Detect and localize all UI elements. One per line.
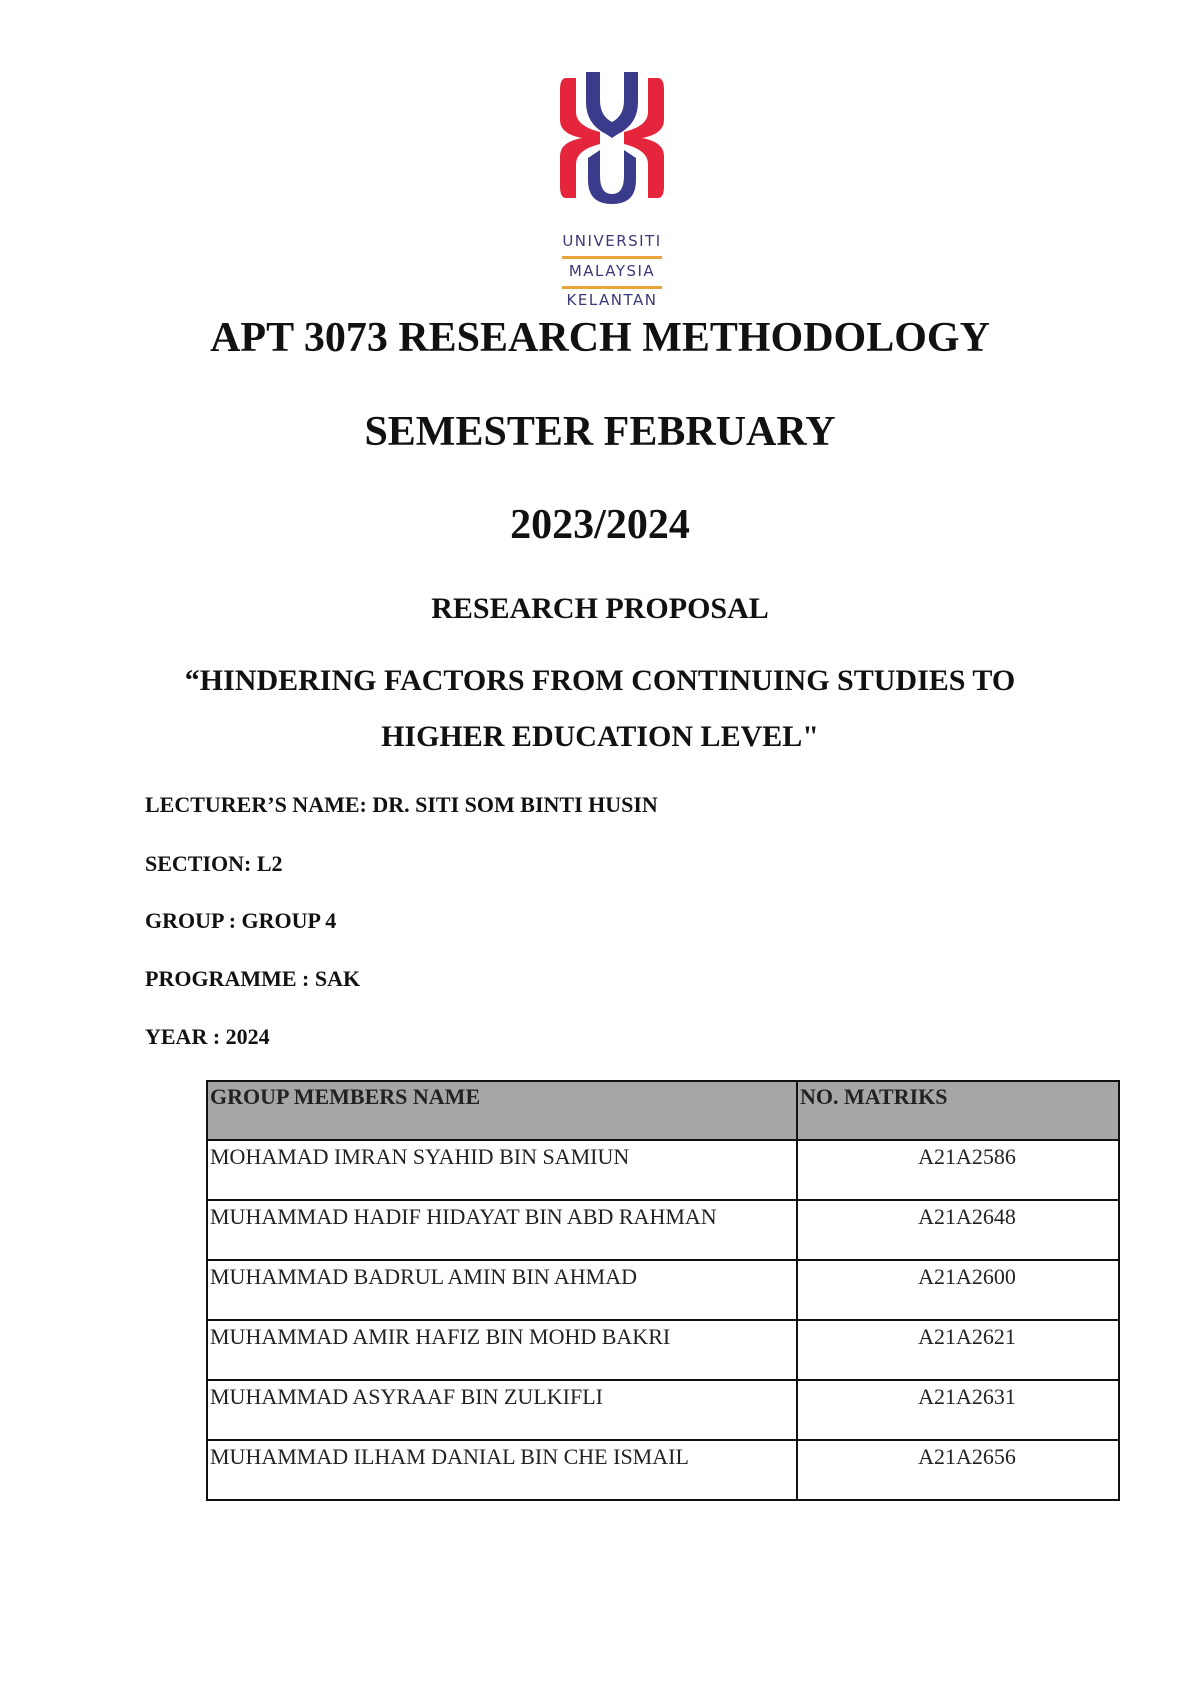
member-matrik: A21A2648 [797,1200,1119,1260]
semester-title: SEMESTER FEBRUARY [364,409,836,455]
table-header-row [207,1081,1119,1140]
member-name: MOHAMAD IMRAN SYAHID BIN SAMIUN [207,1140,797,1200]
document-type: RESEARCH PROPOSAL [431,592,769,625]
table-row [207,1440,1119,1500]
member-matrik: A21A2600 [797,1260,1119,1320]
logo-text-malaysia: MALAYSIA [568,262,656,280]
topic-line-2: HIGHER EDUCATION LEVEL" [381,720,819,753]
table-row [207,1260,1119,1320]
topic-line-1: “HINDERING FACTORS FROM CONTINUING STUDIES TO [184,664,1016,697]
group-info: GROUP : GROUP 4 [145,908,337,933]
table-row [207,1140,1119,1200]
member-matrik: A21A2621 [797,1320,1119,1380]
table-row [207,1320,1119,1380]
logo-divider [562,286,662,289]
group-members-table [206,1080,1120,1501]
session-title: 2023/2024 [510,502,690,548]
member-matrik: A21A2586 [797,1140,1119,1200]
table-row [207,1380,1119,1440]
logo-text-kelantan: KELANTAN [566,291,658,309]
course-title: APT 3073 RESEARCH METHODOLOGY [210,315,990,361]
member-name: MUHAMMAD HADIF HIDAYAT BIN ABD RAHMAN [207,1200,797,1260]
member-name: MUHAMMAD ILHAM DANIAL BIN CHE ISMAIL [207,1440,797,1500]
umk-emblem-icon [556,72,668,204]
year-info: YEAR : 2024 [145,1024,270,1049]
column-header-matrik: NO. MATRIKS [797,1081,1119,1140]
member-name: MUHAMMAD BADRUL AMIN BIN AHMAD [207,1260,797,1320]
programme-info: PROGRAMME : SAK [145,966,361,991]
member-matrik: A21A2656 [797,1440,1119,1500]
column-header-name: GROUP MEMBERS NAME [207,1081,797,1140]
lecturer-name: LECTURER’S NAME: DR. SITI SOM BINTI HUSIN [145,792,658,817]
member-name: MUHAMMAD AMIR HAFIZ BIN MOHD BAKRI [207,1320,797,1380]
section-info: SECTION: L2 [145,851,283,876]
member-matrik: A21A2631 [797,1380,1119,1440]
logo-text-universiti: UNIVERSITI [562,232,662,250]
table-row [207,1200,1119,1260]
member-name: MUHAMMAD ASYRAAF BIN ZULKIFLI [207,1380,797,1440]
logo-divider [562,256,662,259]
university-logo [556,72,668,309]
